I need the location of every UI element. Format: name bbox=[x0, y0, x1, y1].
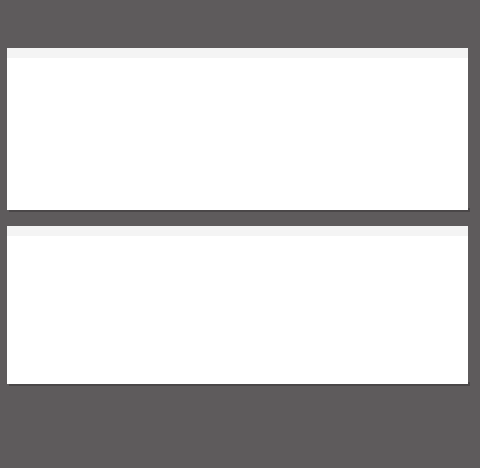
top-planner-page bbox=[7, 48, 468, 210]
bottom-planner-page bbox=[7, 226, 468, 384]
